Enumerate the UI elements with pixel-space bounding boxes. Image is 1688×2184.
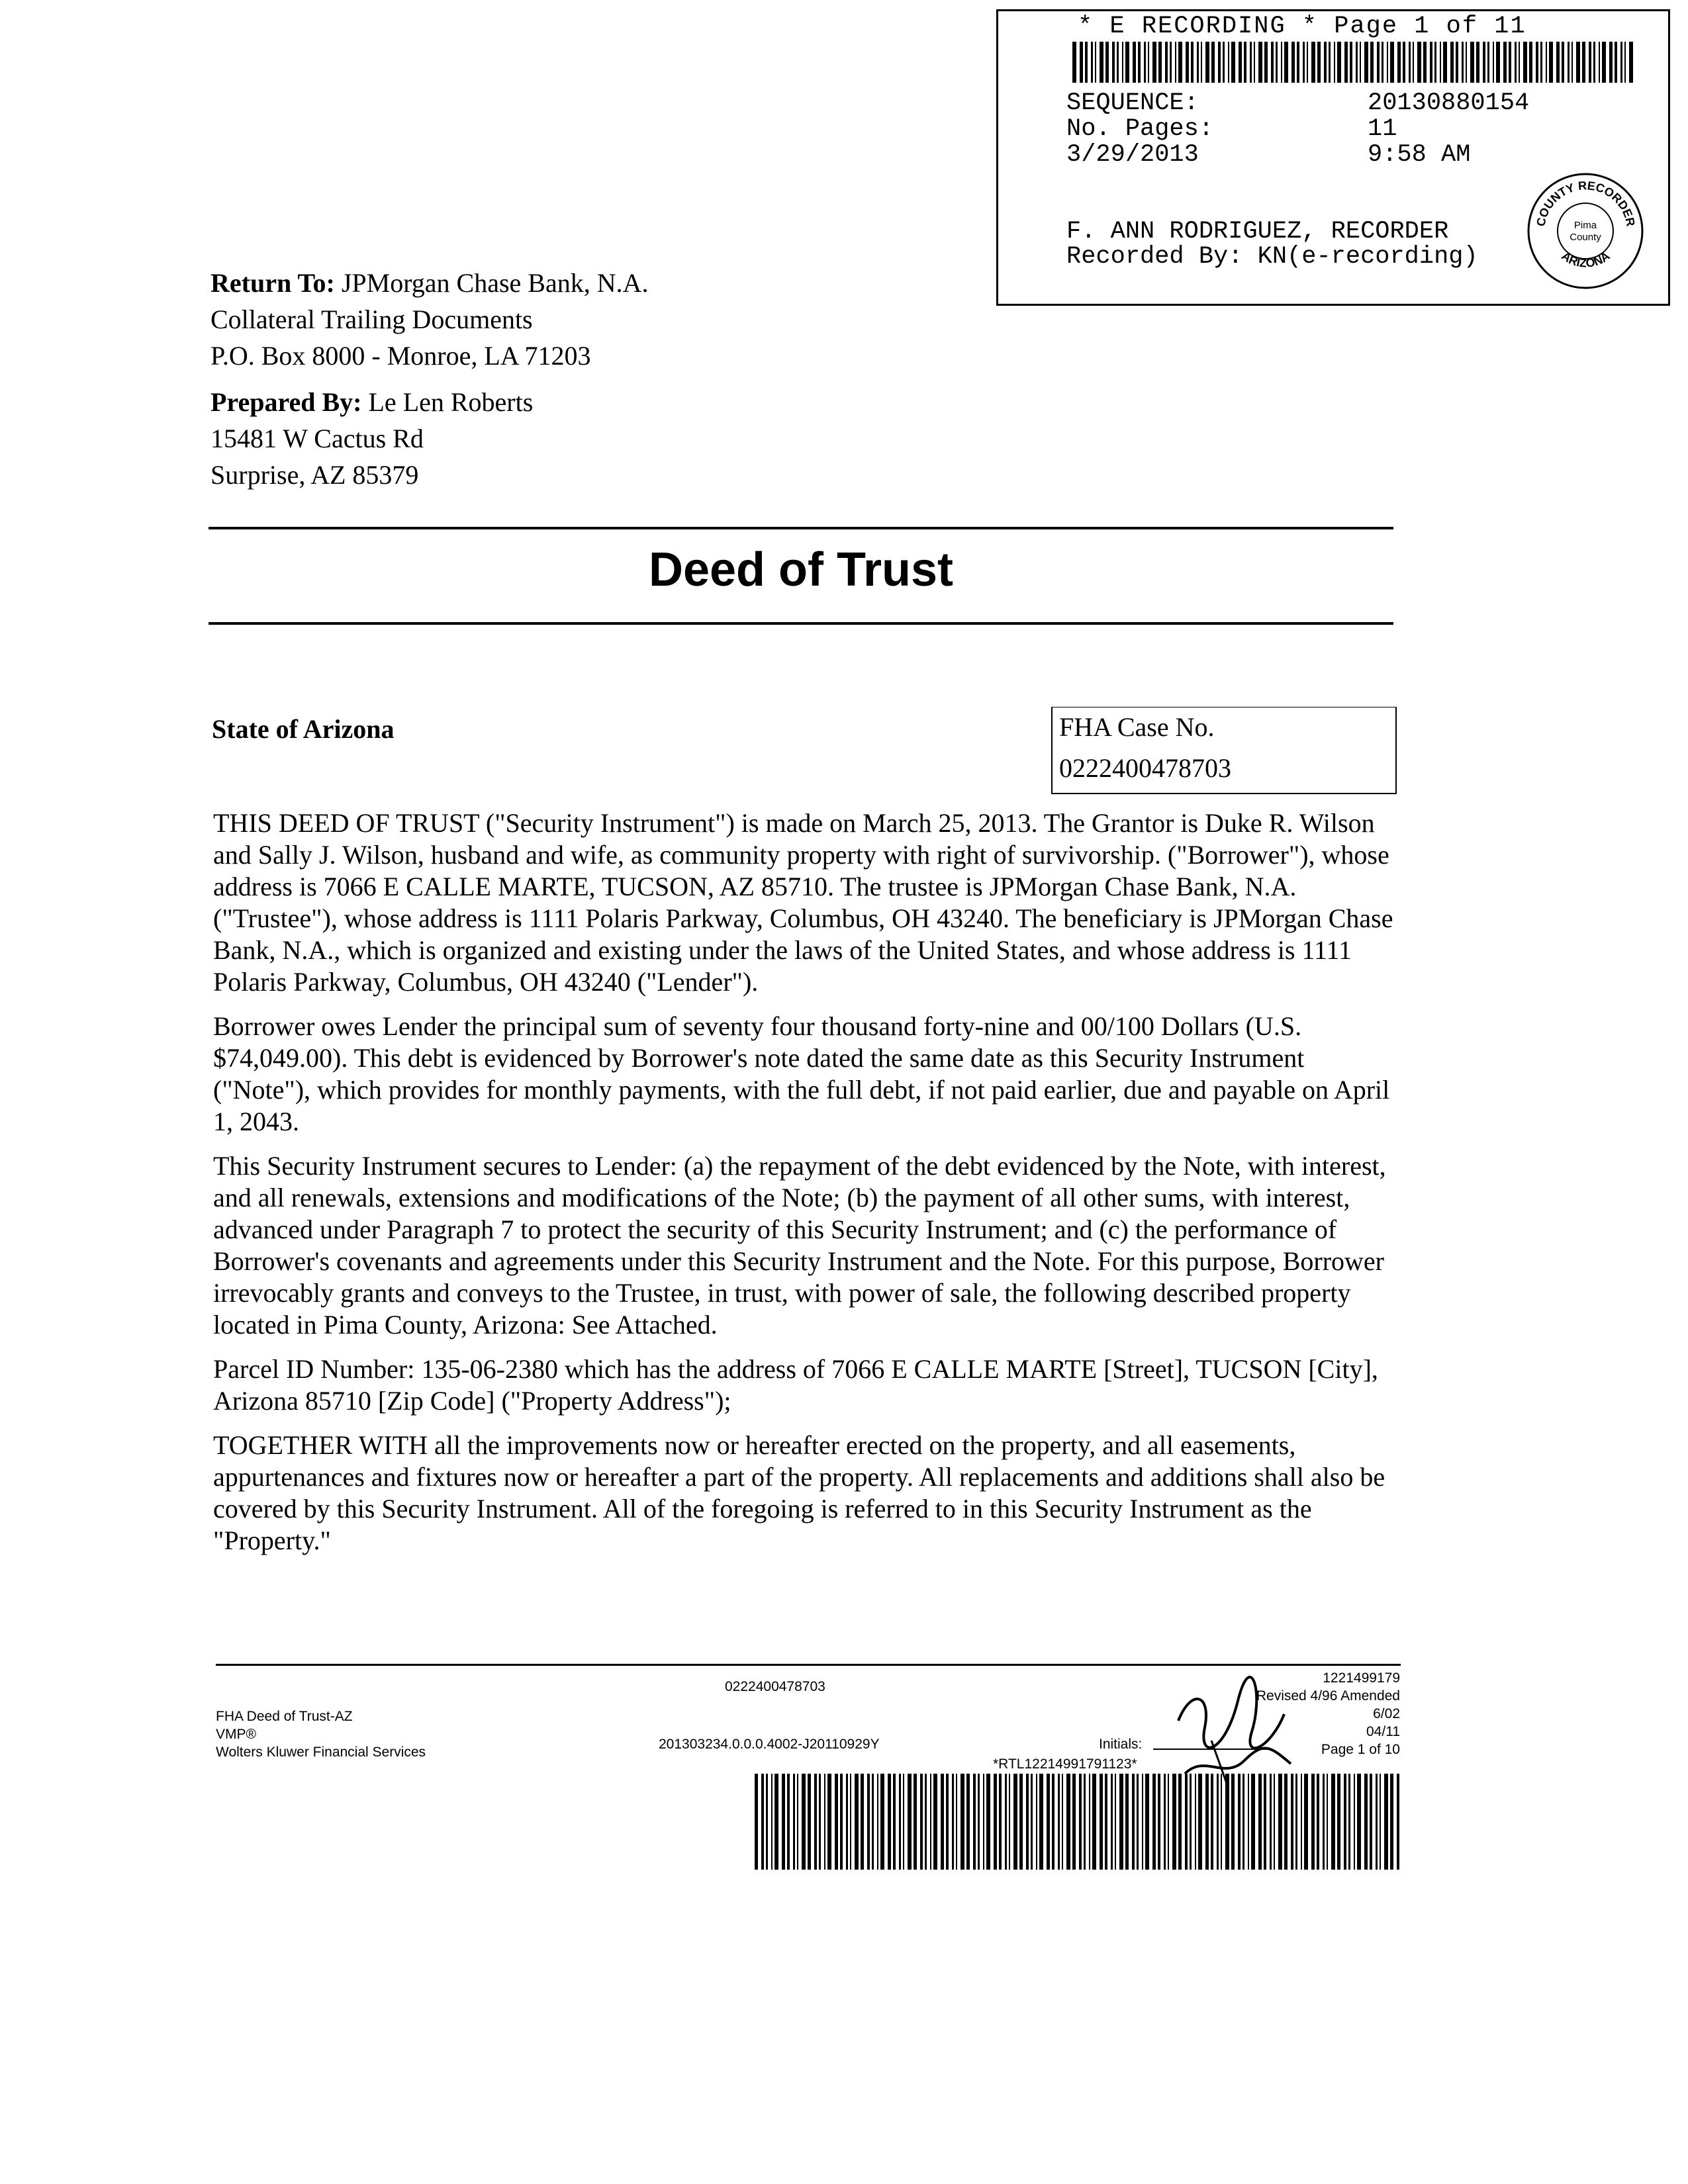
title-rule-top [209,527,1393,529]
footer-publisher: Wolters Kluwer Financial Services [216,1745,426,1760]
seal-center-1: Pima [1573,220,1597,231]
svg-text:ARIZONA [1559,249,1612,270]
sequence-value: 20130880154 [1368,89,1530,117]
paragraph-debt: Borrower owes Lender the principal sum of seventy four thousand forty-nine and 00/100 Dollars (U.S. $74,049.00). This debt is evidenced by Borrower's note dated the same date as this Security Instrument ("Note"), which provides for monthly payments, with the full debt, if not paid earlier, due and payable on April 1, 2043. [213,1011,1390,1136]
prepared-by-block [211,384,533,493]
recording-stamp [996,9,1670,306]
document-barcode [755,1774,1400,1870]
pages-label: No. Pages: [1066,115,1214,143]
title-rule-bottom [209,622,1393,625]
prepared-by-line2: 15481 W Cactus Rd [211,424,424,453]
paragraph-deed: THIS DEED OF TRUST ("Security Instrument") is made on March 25, 2013. The Grantor is Duke R. Wilson and Sally J. Wilson, husband and wife, as community property with right of survivorship. ("Borrower"), whose address is 7066 E CALLE MARTE, TUCSON, AZ 85710. The trustee is JPMorgan Chase Bank, N.A. ("Trustee"), whose address is 1111 Polaris Parkway, Columbus, OH 43240. The beneficiary is JPMorgan Chase Bank, N.A., which is organized and existing under the laws of the United States, and whose address is 1111 Polaris Parkway, Columbus, OH 43240 ("Lender"). [213,808,1393,997]
footer-doc-code: 201303234.0.0.0.4002-J20110929Y [659,1737,880,1752]
record-time: 9:58 AM [1368,141,1471,169]
prepared-by-label: Prepared By: [211,387,362,417]
fha-case-label: FHA Case No. [1059,712,1215,742]
prepared-by-line1: Le Len Roberts [368,387,534,417]
footer-form-name: FHA Deed of Trust-AZ [216,1709,353,1724]
document-title: Deed of Trust [648,543,954,596]
footer-barcode-text: *RTL12214991791123* [993,1756,1137,1772]
seal-top-text: COUNTY RECORDER [1534,179,1638,228]
return-to-line1: JPMorgan Chase Bank, N.A. [341,268,649,298]
footer-case-number: 0222400478703 [725,1679,825,1694]
footer-vmp: VMP® [216,1727,256,1742]
prepared-by-line3: Surprise, AZ 85379 [211,460,419,490]
stamp-header: * E RECORDING * Page 1 of 11 [1078,13,1526,40]
footer-form-info [216,1707,426,1761]
deed-body [213,807,1398,1569]
sequence-label: SEQUENCE: [1066,89,1199,117]
footer-revised: Revised 4/96 Amended 6/02 [1256,1688,1400,1721]
return-to-block [211,265,649,374]
footer-initials-label: Initials: [1099,1737,1143,1752]
paragraph-together: TOGETHER WITH all the improvements now or hereafter erected on the property, and all easements, appurtenances and fixtures now or hereafter a part of the property. All replacements and additions shall also be covered by this Security Instrument. All of the foregoing is referred to in this Security Instrument as the "Property." [213,1430,1385,1555]
stamp-barcode [1072,42,1635,83]
footer-page: Page 1 of 10 [1321,1742,1400,1757]
pages-value: 11 [1368,115,1397,143]
county-recorder-seal-icon [1524,170,1647,293]
seal-center-2: County [1570,232,1601,243]
record-date: 3/29/2013 [1066,141,1199,169]
recorder-name: F. ANN RODRIGUEZ, RECORDER [1066,218,1449,246]
footer-loan-number: 1221499179 [1323,1670,1400,1686]
return-to-label: Return To: [211,268,335,298]
paragraph-parcel: Parcel ID Number: 135-06-2380 which has the address of 7066 E CALLE MARTE [Street], TUCSON [City], Arizona 85710 [Zip Code] ("Property Address"); [213,1354,1378,1416]
state-heading: State of Arizona [212,714,395,744]
recorded-by: Recorded By: KN(e-recording) [1066,243,1478,271]
return-to-line2: Collateral Trailing Documents [211,304,533,334]
return-to-line3: P.O. Box 8000 - Monroe, LA 71203 [211,341,591,371]
fha-case-number: 0222400478703 [1059,753,1231,783]
footer-revision-date: 04/11 [1366,1724,1400,1739]
footer-rule [216,1664,1401,1666]
seal-bottom-text: ARIZONA [1559,249,1613,270]
fha-case-box [1051,707,1397,794]
paragraph-secures: This Security Instrument secures to Lender: (a) the repayment of the debt evidenced by the Note, with interest, and all renewals, extensions and modifications of the Note; (b) the payment of all other sums, with interest, advanced under Paragraph 7 to protect the security of this Security Instrument; and (c) the performance of Borrower's covenants and agreements under this Security Instrument and the Note. For this purpose, Borrower irrevocably grants and conveys to the Trustee, in trust, with power of sale, the following described property located in Pima County, Arizona: See Attached. [213,1151,1386,1340]
